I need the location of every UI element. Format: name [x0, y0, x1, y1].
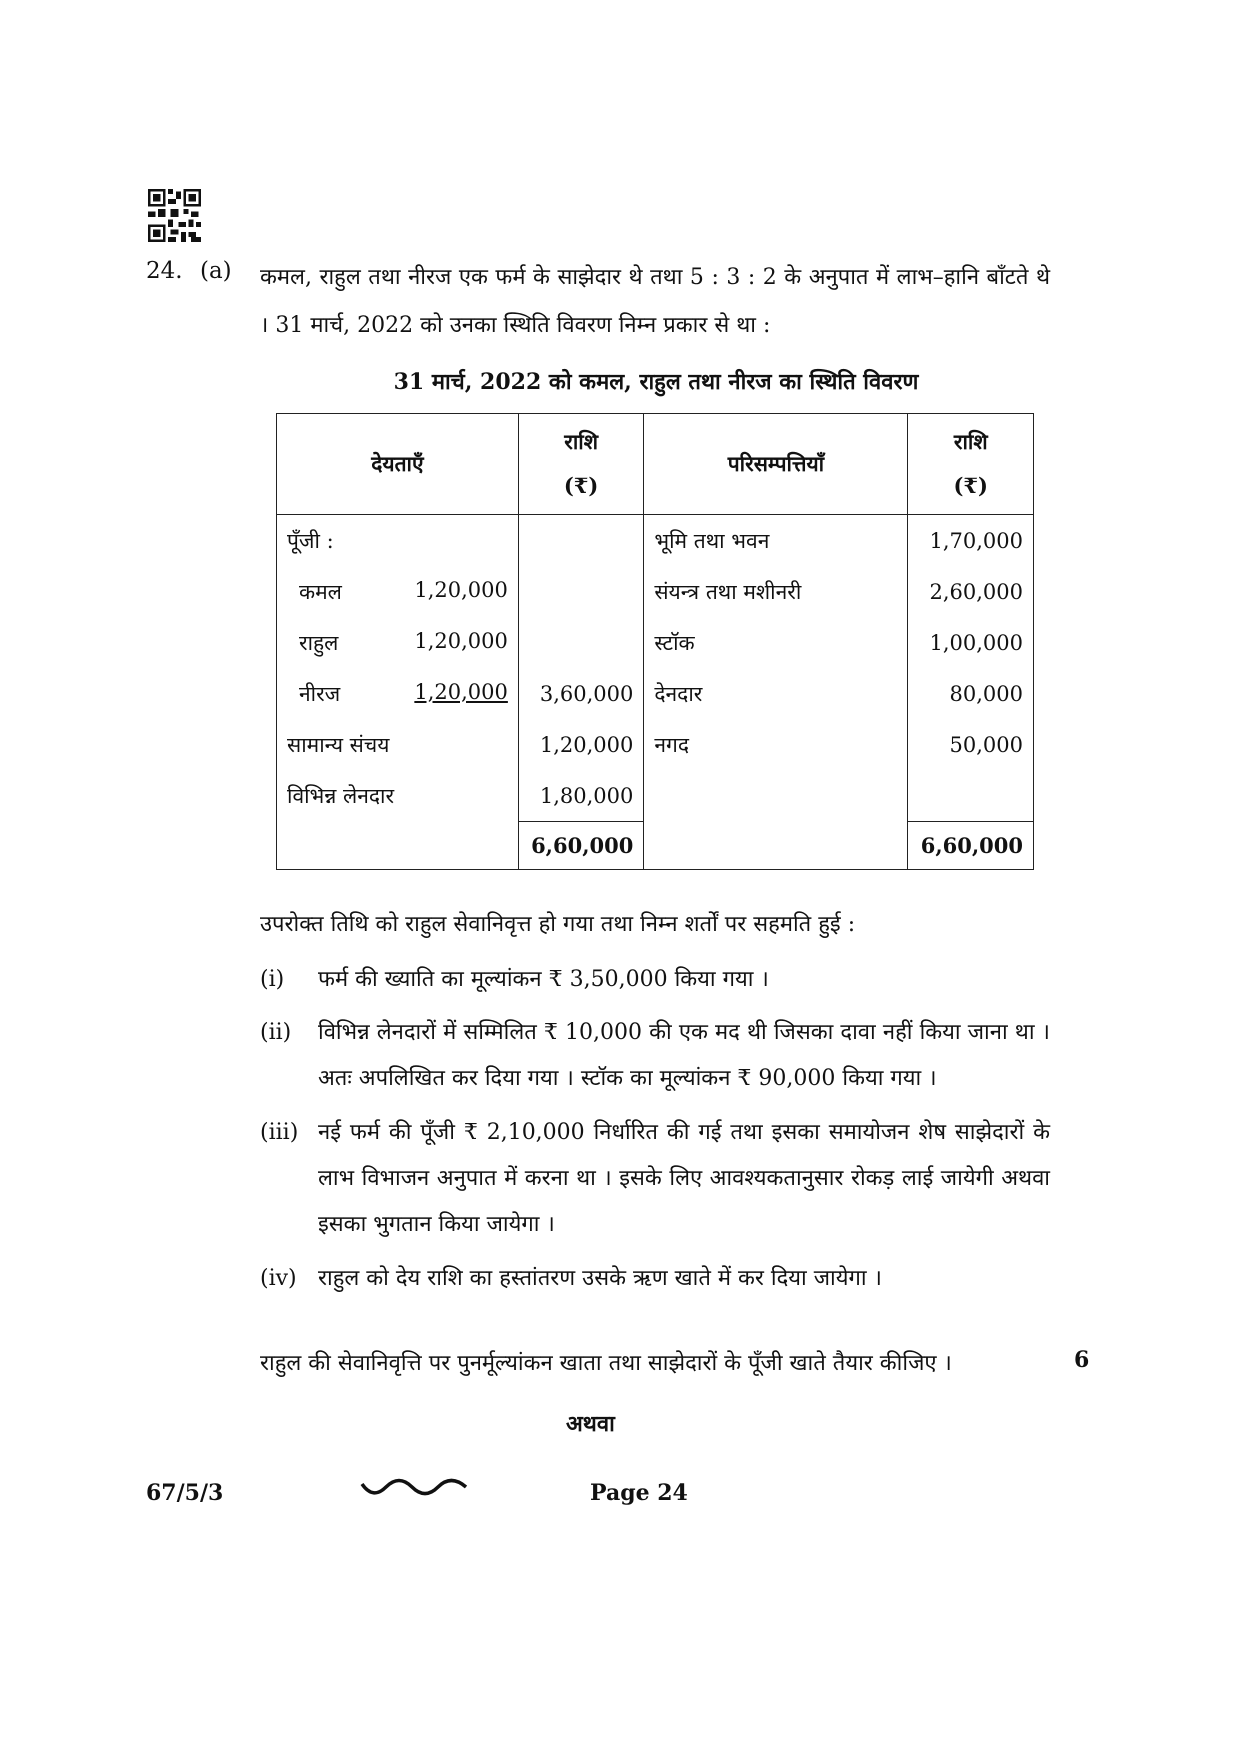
table-header-row	[277, 414, 1034, 515]
condition-label: (iv)	[260, 1266, 297, 1291]
table-row	[277, 719, 1034, 770]
partner-name: नीरज	[299, 681, 341, 706]
paper-code: 67/5/3	[146, 1480, 224, 1506]
balance-sheet-table	[276, 413, 1034, 870]
total-assets: 6,60,000	[908, 822, 1034, 870]
table-row	[277, 668, 1034, 719]
condition-text: नई फर्म की पूँजी ₹ 2,10,000 निर्धारित की गई तथा इसका समायोजन शेष साझेदारों के लाभ विभाजन अनुपात में करना था । इसके लिए आवश्यकतानुसार रोकड़ लाई जायेगी अथवा इसका भुगतान किया जायेगा ।	[318, 1120, 1050, 1237]
table-row	[277, 566, 1034, 617]
asset-amount: 50,000	[908, 719, 1034, 770]
partner-name: राहुल	[299, 630, 339, 655]
partner-name: कमल	[299, 579, 342, 604]
table-row	[277, 515, 1034, 567]
condition-label: (ii)	[260, 1020, 292, 1045]
asset-amount: 1,70,000	[908, 515, 1034, 567]
partner-capital: 1,20,000	[414, 679, 508, 704]
partner-capital: 1,20,000	[414, 577, 508, 602]
liabilities-header: देयताएँ	[277, 414, 519, 515]
qr-code-icon	[148, 188, 201, 243]
creditors-amount: 1,80,000	[518, 770, 643, 822]
balance-sheet-title: 31 मार्च, 2022 को कमल, राहुल तथा नीरज का स्थिति विवरण	[393, 369, 919, 395]
table-row	[277, 770, 1034, 822]
condition-label: (iii)	[260, 1120, 299, 1145]
marks: 6	[1074, 1347, 1090, 1373]
capital-total: 3,60,000	[518, 668, 643, 719]
currency-label: (₹)	[563, 473, 599, 498]
asset-amount: 1,00,000	[908, 617, 1034, 668]
total-liabilities: 6,60,000	[518, 822, 643, 870]
page-number: Page 24	[590, 1480, 688, 1506]
condition-item	[260, 1010, 1050, 1102]
after-table-text: उपरोक्त तिथि को राहुल सेवानिवृत्त हो गया तथा निम्न शर्तों पर सहमति हुई :	[260, 912, 856, 937]
condition-text: राहुल को देय राशि का हस्तांतरण उसके ऋण खाते में कर दिया जायेगा ।	[318, 1266, 882, 1291]
wave-decoration-icon	[360, 1472, 468, 1502]
condition-item	[260, 1256, 1050, 1302]
amount-label: राशि	[564, 429, 598, 454]
assets-header: परिसम्पत्तियाँ	[644, 414, 908, 515]
capital-label: पूँजी :	[277, 515, 519, 567]
currency-label: (₹)	[953, 473, 988, 498]
condition-text: विभिन्न लेनदारों में सम्मिलित ₹ 10,000 की एक मद थी जिसका दावा नहीं किया जाना था । अतः अपलिखित कर दिया गया । स्टॉक का मूल्यांकन ₹ 90,000 किया गया ।	[318, 1020, 1050, 1091]
asset-amount: 2,60,000	[908, 566, 1034, 617]
amount-label: राशि	[953, 429, 988, 454]
amount-header-right	[908, 414, 1034, 515]
asset-label: देनदार	[644, 668, 908, 719]
asset-label: स्टॉक	[644, 617, 908, 668]
asset-label: संयन्त्र तथा मशीनरी	[644, 566, 908, 617]
totals-row	[277, 822, 1034, 870]
asset-label: नगद	[644, 719, 908, 770]
general-reserve-amount: 1,20,000	[518, 719, 643, 770]
question-part: (a)	[200, 258, 232, 284]
condition-item	[260, 1110, 1050, 1248]
question-number: 24.	[146, 258, 183, 284]
task-instruction: राहुल की सेवानिवृत्ति पर पुनर्मूल्यांकन खाता तथा साझेदारों के पूँजी खाते तैयार कीजिए ।	[260, 1351, 952, 1376]
condition-label: (i)	[260, 967, 285, 992]
asset-label: भूमि तथा भवन	[644, 515, 908, 567]
question-intro: कमल, राहुल तथा नीरज एक फर्म के साझेदार थे तथा 5 : 3 : 2 के अनुपात में लाभ–हानि बाँटते थे । 31 मार्च, 2022 को उनका स्थिति विवरण निम्न प्रकार से था :	[260, 265, 1050, 338]
table-row	[277, 617, 1034, 668]
or-text: अथवा	[566, 1411, 615, 1437]
amount-header-left	[518, 414, 643, 515]
general-reserve-label: सामान्य संचय	[277, 719, 519, 770]
condition-item	[260, 957, 1050, 1003]
creditors-label: विभिन्न लेनदार	[277, 770, 519, 822]
asset-amount: 80,000	[908, 668, 1034, 719]
condition-text: फर्म की ख्याति का मूल्यांकन ₹ 3,50,000 किया गया ।	[318, 967, 769, 992]
partner-capital: 1,20,000	[414, 628, 508, 653]
